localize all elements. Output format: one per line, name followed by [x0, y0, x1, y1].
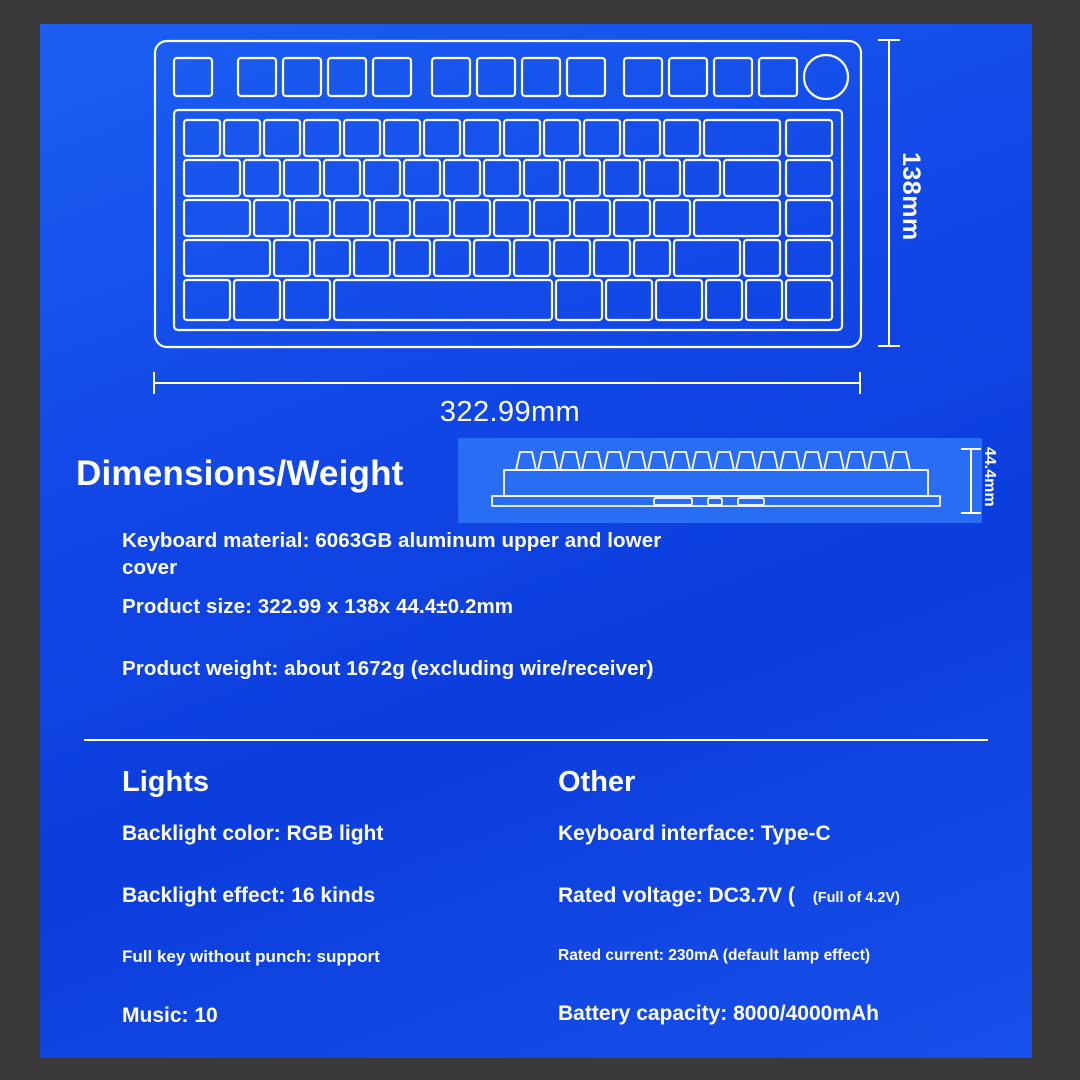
other-title: Other [558, 766, 636, 798]
keyboard-side-outline-svg [458, 438, 982, 523]
width-dimension-cap-right [859, 372, 861, 394]
width-dimension-line [153, 382, 861, 384]
spec-size: Product size: 322.99 x 138x 44.4±0.2mm [122, 595, 514, 618]
other-column [558, 766, 998, 1058]
thickness-dimension-line [970, 448, 972, 514]
lights-item-full-key: Full key without punch: support [122, 946, 380, 966]
height-dimension-line [888, 39, 890, 347]
keyboard-top-outline-svg [152, 38, 864, 350]
keyboard-side-view-icon [458, 438, 982, 523]
spec-material: Keyboard material: 6063GB aluminum upper and lower cover [122, 529, 662, 579]
dimensions-section-title: Dimensions/Weight [76, 454, 404, 493]
other-item-interface: Keyboard interface: Type-C [558, 822, 831, 845]
other-item-voltage-note: (Full of 4.2V) [812, 890, 900, 907]
other-item-voltage-text: Rated voltage: DC3.7V ( [558, 884, 795, 908]
spec-weight: Product weight: about 1672g (excluding wire/receiver) [122, 657, 654, 680]
lights-item-music: Music: 10 [122, 1003, 218, 1027]
thickness-dimension-cap-bottom [961, 512, 981, 514]
other-item-current: Rated current: 230mA (default lamp effect) [558, 946, 871, 964]
height-dimension-cap-bottom [878, 345, 900, 347]
lights-column [122, 766, 542, 1058]
keyboard-top-view-icon [152, 38, 864, 350]
lights-item-backlight-effect: Backlight effect: 16 kinds [122, 884, 376, 908]
height-dimension-label: 138mm [897, 152, 925, 241]
spec-sheet [40, 24, 1032, 1058]
width-dimension-label: 322.99mm [439, 396, 581, 428]
section-divider [84, 739, 988, 741]
lights-item-backlight-color: Backlight color: RGB light [122, 822, 384, 845]
thickness-dimension-label: 44.4mm [981, 447, 998, 507]
other-item-voltage [558, 883, 998, 909]
lights-title: Lights [122, 766, 209, 798]
other-item-battery: Battery capacity: 8000/4000mAh [558, 1001, 880, 1025]
